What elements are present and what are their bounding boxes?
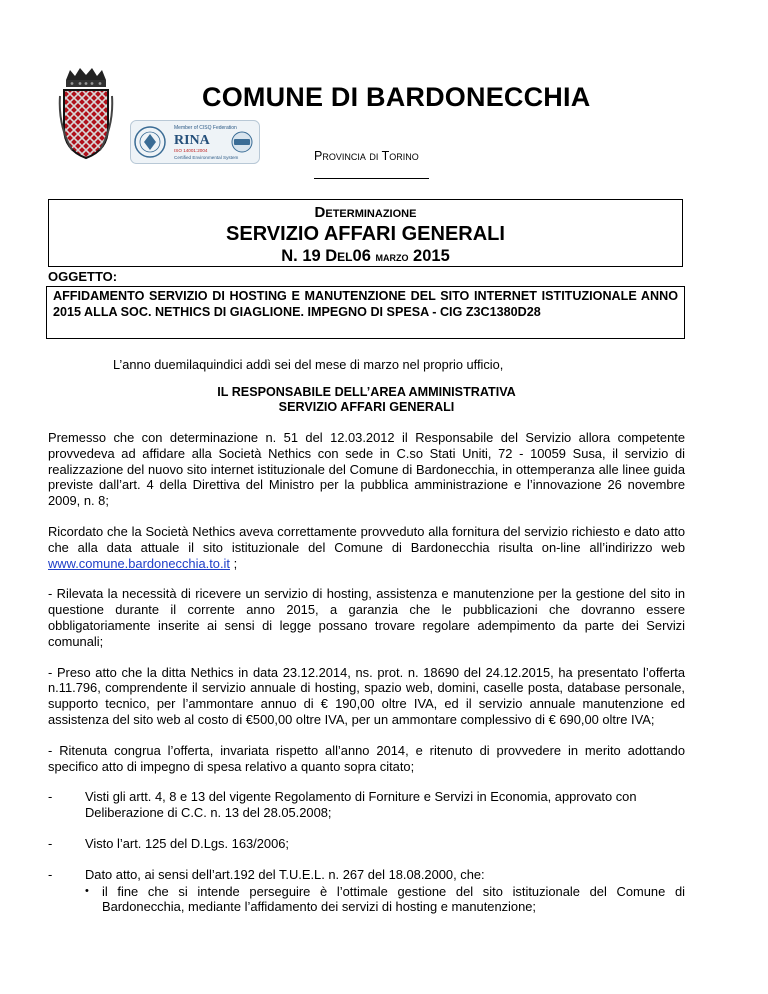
determination-day: 06 bbox=[352, 247, 376, 265]
paragraph-ricordato-text: Ricordato che la Società Nethics aveva correttamente provveduto alla fornitura del servizio richiesto e dato atto che alla data attuale il sito istituzionale del Comune di Bardonecchia risulta on-line all’indirizzo web bbox=[48, 523, 685, 555]
determination-title: Determinazione bbox=[314, 204, 417, 221]
subject-label: OGGETTO: bbox=[48, 269, 118, 284]
province-divider bbox=[314, 178, 429, 179]
document-body bbox=[48, 430, 685, 930]
paragraph-preso-atto: - Preso atto che la ditta Nethics in data 23.12.2014, ns. prot. n. 18690 del 24.12.2015, ha presentato l’offerta n.11.796, comprendente il servizio annuale di hosting, spazio web, domini, caselle posta, database personale, supporto tecnico, per l’ammontare annuo di € 190,00 oltre IVA, ed il servizio annuale manutenzione ed assistenza del sito web al costo di €500,00 oltre IVA, per un ammontare complessivo di € 690,00 oltre IVA; bbox=[48, 664, 685, 727]
list-dash: - bbox=[48, 835, 53, 851]
determination-year: 2015 bbox=[408, 247, 450, 265]
list-item-visto: Visto l’art. 125 del D.Lgs. 163/2006; bbox=[85, 835, 289, 851]
responsible-heading bbox=[48, 385, 685, 415]
bullet-item bbox=[85, 884, 685, 916]
responsible-line1: IL RESPONSABILE DELL’AREA AMMINISTRATIVA bbox=[217, 385, 516, 399]
list-item-dato-atto-block bbox=[85, 867, 685, 915]
list-item bbox=[48, 836, 685, 852]
determination-header-box bbox=[48, 199, 683, 267]
intro-line: L’anno duemilaquindici addì sei del mese di marzo nel proprio ufficio, bbox=[113, 357, 504, 372]
determination-month: marzo bbox=[375, 249, 409, 264]
paragraph-rilevata: - Rilevata la necessità di ricevere un servizio di hosting, assistenza e manutenzione per la gestione del sito in questione durante il corrente anno 2015, a garanzia che le pubblicazioni che dovranno essere obbligatoriamente inserite ai sensi di legge possano trovare regolare adempimento da parte dei Servizi comunali; bbox=[48, 586, 685, 649]
paragraph-ricordato-end: ; bbox=[230, 555, 238, 571]
list-item-visti: Visti gli artt. 4, 8 e 13 del vigente Regolamento di Forniture e Servizi in Economia, approvato con Deliberazione di C.C. n. 13 del 28.05.2008; bbox=[85, 789, 637, 821]
paragraph-premesso: Premesso che con determinazione n. 51 del 12.03.2012 il Responsabile del Servizio allora competente provvedeva ad affidare alla Società Nethics con sede in C.so Stati Uniti, 72 - 10059 Susa, il servizio di realizzazione del nuovo sito internet istituzionale del Comune di Bardonecchia, in ottemperanza alle linee guida previste dall’art. 4 della Direttiva del Ministro per la pubblica amministrazione e l’innovazione 26 novembre 2009, n. 8; bbox=[48, 430, 685, 509]
certification-line3: Certified Environmental System bbox=[174, 155, 239, 160]
certification-line2: ISO 14001:2004 bbox=[174, 148, 208, 153]
determination-number-prefix: N. 19 bbox=[281, 247, 326, 265]
municipality-title: COMUNE DI BARDONECCHIA bbox=[202, 82, 591, 112]
province-label: Provincia di Torino bbox=[314, 149, 419, 163]
bullet-icon: • bbox=[85, 884, 89, 897]
certification-line1: Member of CISQ Federation bbox=[174, 125, 237, 131]
list-item-dato-atto: Dato atto, ai sensi dell’art.192 del T.U.E.L. n. 267 del 18.08.2000, che: bbox=[85, 866, 485, 882]
website-link[interactable]: www.comune.bardonecchia.to.it bbox=[48, 555, 230, 571]
certification-brand: RINA bbox=[174, 133, 210, 148]
determination-service: SERVIZIO AFFARI GENERALI bbox=[226, 223, 505, 245]
paragraph-ricordato bbox=[48, 524, 685, 571]
list-dash: - bbox=[48, 789, 53, 805]
subject-box: AFFIDAMENTO SERVIZIO DI HOSTING E MANUTENZIONE DEL SITO INTERNET ISTITUZIONALE ANNO 2015 ALLA SOC. NETHICS DI GIAGLIONE. IMPEGNO DI SPESA - CIG Z3C1380D28 bbox=[46, 286, 685, 339]
list-dash: - bbox=[48, 866, 53, 882]
list-item bbox=[48, 789, 685, 821]
municipal-crest-logo bbox=[58, 66, 114, 162]
determination-del: Del bbox=[325, 247, 353, 265]
rina-certification-logo bbox=[130, 120, 260, 164]
responsible-line2: SERVIZIO AFFARI GENERALI bbox=[278, 400, 455, 414]
bullet-item-text: il fine che si intende perseguire è l’ottimale gestione del sito istituzionale del Comune di Bardonecchia, mediante l’affidamento dei servizi di hosting e manutenzione; bbox=[102, 883, 685, 915]
list-item bbox=[48, 867, 685, 915]
determination-number bbox=[49, 246, 682, 267]
paragraph-ritenuta: - Ritenuta congrua l’offerta, invariata rispetto all’anno 2014, e ritenuto di provvedere in merito adottando specifico atto di impegno di spesa relativo a quanto sopra citato; bbox=[48, 742, 685, 774]
